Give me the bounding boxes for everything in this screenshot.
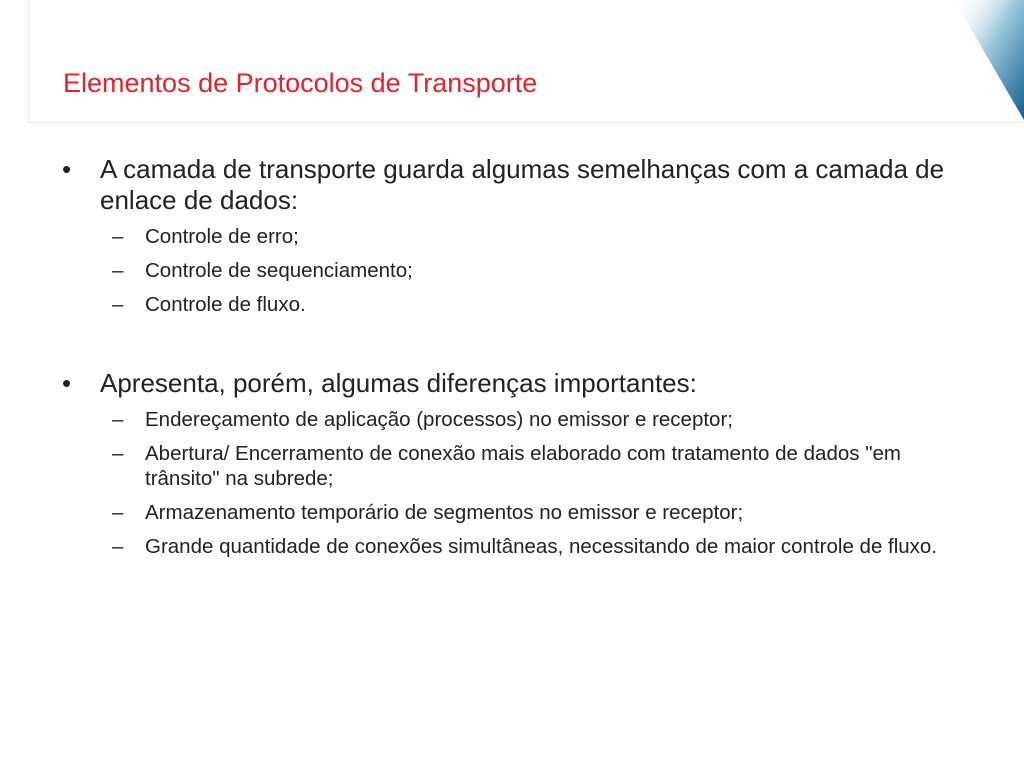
sub-item	[60, 292, 960, 317]
dash-marker: –	[112, 501, 124, 524]
sub-item	[60, 258, 960, 283]
sub-list	[60, 407, 960, 559]
bullet-text: Apresenta, porém, algumas diferenças importantes:	[100, 368, 697, 398]
slide-title: Elementos de Protocolos de Transporte	[63, 68, 538, 98]
corner-gradient-decoration	[924, 0, 1024, 120]
sub-item-text: Abertura/ Encerramento de conexão mais elaborado com tratamento de dados "em trânsito" na subrede;	[145, 442, 901, 490]
dash-marker: –	[112, 259, 124, 282]
sub-item	[60, 441, 960, 491]
dash-marker: –	[112, 535, 124, 558]
sub-item	[60, 534, 960, 559]
spacer	[60, 326, 960, 368]
sub-item-text: Controle de fluxo.	[145, 293, 306, 316]
dash-marker: –	[112, 442, 124, 465]
sub-item-text: Endereçamento de aplicação (processos) no emissor e receptor;	[145, 408, 733, 431]
bullet-text: A camada de transporte guarda algumas semelhanças com a camada de enlace de dados:	[100, 154, 945, 215]
sub-item	[60, 224, 960, 249]
sub-list	[60, 224, 960, 317]
sub-item-text: Grande quantidade de conexões simultâneas, necessitando de maior controle de fluxo.	[145, 535, 938, 558]
bullet-marker: •	[62, 368, 72, 398]
bullet-marker: •	[62, 154, 72, 184]
sub-item-text: Controle de sequenciamento;	[145, 259, 413, 282]
sub-item	[60, 407, 960, 432]
sub-item-text: Controle de erro;	[145, 225, 299, 248]
sub-item-text: Armazenamento temporário de segmentos no emissor e receptor;	[145, 501, 744, 524]
dash-marker: –	[112, 293, 124, 316]
header-frame	[28, 0, 1024, 123]
dash-marker: –	[112, 408, 124, 431]
sub-item	[60, 500, 960, 525]
dash-marker: –	[112, 225, 124, 248]
slide-content	[60, 154, 960, 568]
bullet-item	[60, 368, 960, 399]
bullet-item	[60, 154, 960, 216]
